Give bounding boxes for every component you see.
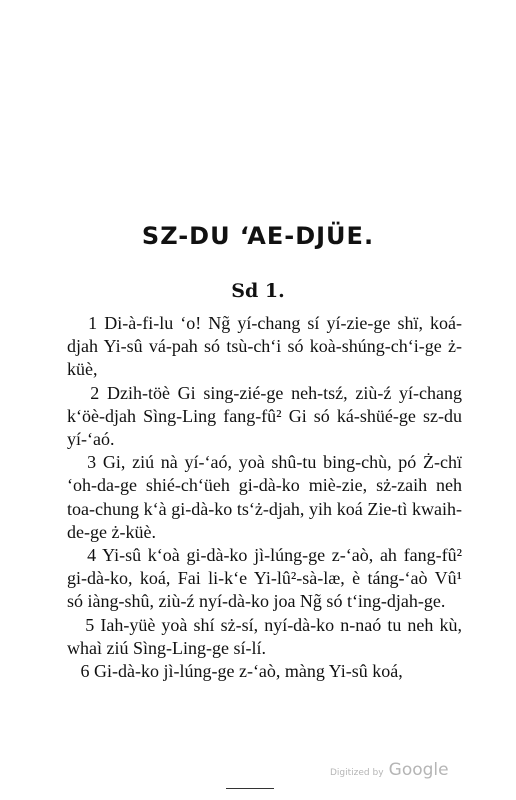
google-logo-text: Google — [388, 760, 449, 780]
verse-number: 4 — [87, 545, 97, 566]
verse-5 — [67, 614, 462, 660]
verse-number: 5 — [85, 614, 95, 635]
page-title: SZ-DU ‘AE-DJÜE. — [141, 222, 375, 250]
verse-4 — [67, 544, 462, 614]
verse-6 — [67, 660, 462, 683]
verse-number: 3 — [87, 452, 97, 473]
verse-text: Di-à-fi-lu ‘o! Ng̃ yí-chang sí yí-zie-ge shï, koá-djah Yi-sû vá-pah só tsù-ch‘i só koà-shúng-ch‘i-ge ż-küè, — [67, 313, 463, 380]
chapter-heading: Sd 1. — [231, 280, 285, 302]
verse-text: Yi-sû k‘oà gi-dà-ko jì-lúng-ge z-‘aò, ah fang-fû² gi-dà-ko, koá, Fai li-k‘e Yi-lû²-sà-læ, è táng-‘aò Vû¹ só iàng-shû, ziù-ź nyí-dà-ko joa Ng̃ só t‘ing-djah-ge. — [67, 545, 462, 612]
verse-2 — [67, 382, 462, 452]
verse-number: 6 — [80, 661, 90, 682]
footer-rule — [226, 788, 274, 789]
verse-number: 2 — [90, 382, 100, 403]
digitized-watermark — [330, 760, 449, 780]
verse-text: Dzih-töè Gi sing-zié-ge neh-tsź, ziù-ź yí-chang k‘öè-djah Sìng-Ling fang-fû² Gi só ká-shüé-ge sz-du yí-‘aó. — [67, 382, 463, 450]
verse-number: 1 — [88, 313, 98, 333]
verse-text-block — [67, 312, 462, 683]
verse-text: Gi, ziú nà yí-‘aó, yoà shû-tu bing-chù, pó Ż-chï ‘oh-da-ge shié-ch‘üeh gi-dà-ko miè-zie, sż-zaih neh toa-chung k‘à gi-dà-ko ts‘ż-djah, yih koá Zie-tì kwaih-de-ge ż-küè. — [67, 452, 463, 542]
verse-1 — [67, 312, 462, 382]
watermark-prefix: Digitized by — [330, 768, 384, 778]
verse-text: Gi-dà-ko jì-lúng-ge z-‘aò, màng Yi-sû koá, — [94, 661, 403, 682]
verse-3 — [67, 451, 462, 544]
verse-text: Iah-yüè yoà shí sż-sí, nyí-dà-ko n-naó tu neh kù, whaì ziú Sìng-Ling-ge sí-lí. — [67, 614, 463, 658]
